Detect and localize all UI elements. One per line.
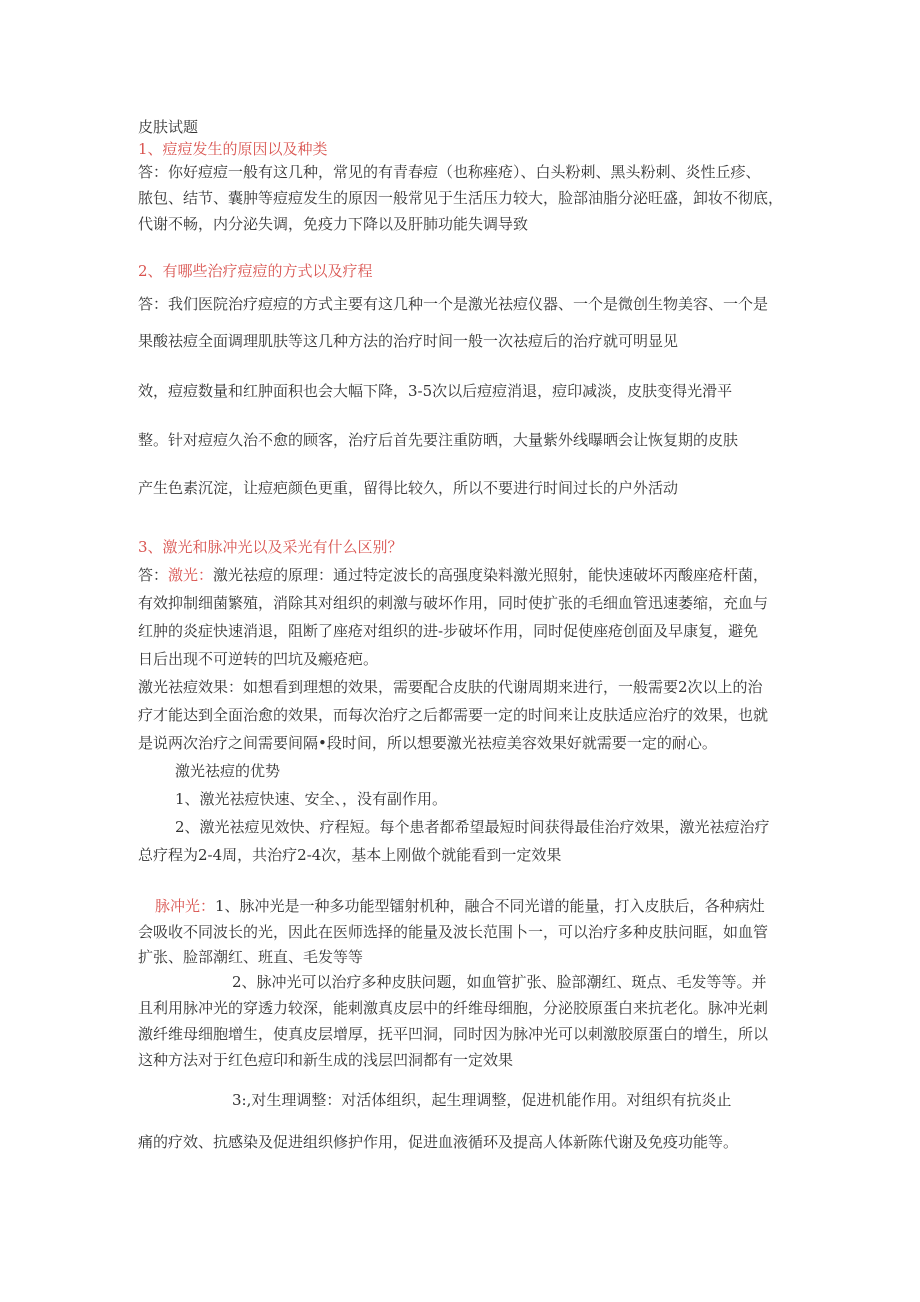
question-1-answer-line: 代谢不畅，内分泌失调，免疫力下降以及肝肺功能失调导致: [138, 215, 529, 233]
pulse-item-2: 2、脉冲光可以治疗多种皮肤问题，如血管扩张、脸部潮红、斑点、毛发等等。并: [232, 973, 767, 991]
advantage-item: 2、激光祛痘见效快、疗程短。每个患者都希望最短时间获得最佳治疗效果，激光祛痘治疗: [175, 818, 770, 836]
laser-text-line: 有效抑制细菌繁殖，消除其对组织的刺激与破坏作用，同时使扩张的毛细血管迅速萎缩，充血与: [138, 594, 769, 612]
question-3-heading: 3、激光和脉冲光以及采光有什么区别？: [138, 538, 403, 556]
pulse-text-line: 且利用脉冲光的穿透力较深，能刺激真皮层中的纤维母细胞，分泌胶原蛋白来抗老化。脉冲光刺: [138, 999, 769, 1017]
question-1-heading: 1、痘痘发生的原因以及种类: [138, 140, 328, 158]
question-1-answer-line: 脓包、结节、囊肿等痘痘发生的原因一般常见于生活压力较大，脸部油脂分泌旺盛，卸妆不彻底，: [138, 189, 784, 207]
question-2-answer-line: 产生色素沉淀，让痘疤颜色更重，留得比较久，所以不要进行时间过长的户外活动: [138, 479, 679, 497]
pulse-text-line: 激纤维母细胞增生，使真皮层增厚，抚平凹洞，同时因为脉冲光可以刺激胶原蛋白的增生，所以: [138, 1025, 769, 1043]
question-2-answer-line: 整。针对痘痘久治不愈的顾客，治疗后首先要注重防晒，大量紫外线曝晒会让恢复期的皮肤: [138, 431, 739, 449]
laser-text-line: 日后出现不可逆转的凹坑及瘢疮疤。: [138, 650, 379, 668]
pulse-item-1-text: 1、脉冲光是一种多功能型镭射机种，融合不同光谱的能量，打入皮肤后，各种病灶: [215, 897, 765, 915]
advantage-item: 1、激光祛痘快速、安全、，没有副作用。: [175, 790, 448, 808]
laser-effect-line: 激光祛痘效果：如想看到理想的效果，需要配合皮肤的代谢周期来进行，一般需要2次以上的治: [138, 678, 763, 696]
pulse-text-line: 扩张、脸部潮红、班直、毛发等等: [138, 948, 364, 966]
pulse-text-line: 这种方法对于红色痘印和新生成的浅层凹洞都有一定效果: [138, 1051, 514, 1069]
question-2-answer-line: 效，痘痘数量和红肿面积也会大幅下降，3-5次以后痘痘消退，痘印减淡，皮肤变得光滑平: [138, 382, 733, 400]
laser-principle-text: 激光祛痘的原理：通过特定波长的高强度染料激光照射，能快速破坏丙酸座疮杆菌，: [213, 566, 769, 584]
pulse-item-3-continuation: 痛的疗效、抗感染及促进组织修护作用，促进血液循环及提高人体新陈代谢及免疫功能等。: [138, 1133, 739, 1151]
question-2-answer-line: 答：我们医院治疗痘痘的方式主要有这几种一个是激光祛痘仪器、一个是微创生物美容、一个是: [138, 295, 769, 313]
question-2-heading: 2、有哪些治疗痘痘的方式以及疗程: [138, 262, 373, 280]
question-1-answer-line: 答：你好痘痘一般有这几种，常见的有青春痘（也称痤疮）、白头粉刺、黑头粉刺、炎性丘疹、: [138, 163, 761, 181]
document-title: 皮肤试题: [138, 118, 199, 136]
laser-intro-line: [138, 562, 788, 588]
question-2-answer-line: 果酸祛痘全面调理肌肤等这几种方法的治疗时间一般一次祛痘后的治疗就可明显见: [138, 332, 679, 350]
laser-text-line: 红肿的炎症快速消退，阻断了座疮对组织的进-步破坏作用，同时促使座疮创面及早康复，避免: [138, 622, 759, 640]
answer-prefix: 答：: [138, 566, 169, 584]
pulse-item-3: 3:,对生理调整：对活体组织，起生理调整，促进机能作用。对组织有抗炎止: [232, 1091, 732, 1109]
pulse-intro-line: [155, 893, 805, 919]
laser-effect-line: 是说两次治疗之间需要间隔•段时间，所以想要激光祛痘美容效果好就需要一定的耐心。: [138, 734, 717, 752]
advantage-item-continuation: 总疗程为2-4周，共治疗2-4次，基本上刚做个就能看到一定效果: [138, 846, 562, 864]
pulse-label: 脉冲光：: [155, 897, 216, 915]
laser-effect-line: 疗才能达到全面治愈的效果，而每次治疗之后都需要一定的时间来让皮肤适应治疗的效果，也就: [138, 706, 769, 724]
pulse-text-line: 会吸收不同波长的光，因此在医师选择的能量及波长范围卜一，可以治疗多种皮肤问眶，如血管: [138, 923, 769, 941]
advantage-title: 激光祛痘的优势: [175, 762, 281, 780]
laser-label: 激光：: [168, 566, 214, 584]
